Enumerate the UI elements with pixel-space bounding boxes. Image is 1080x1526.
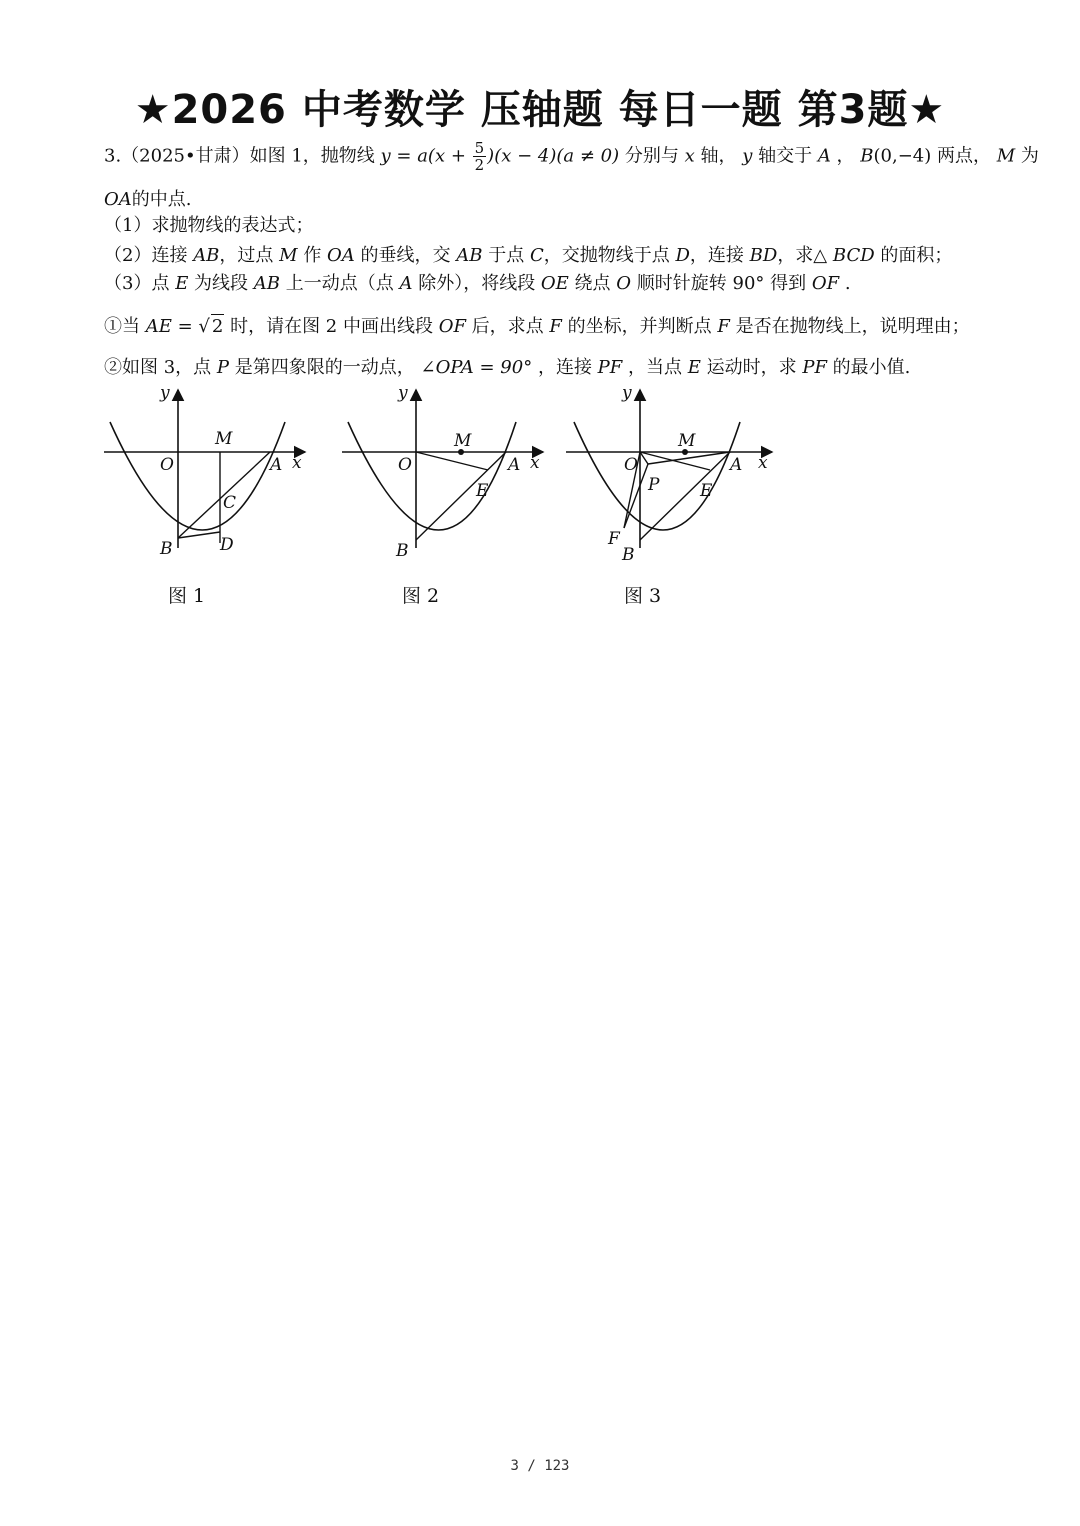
label-A: A: [508, 455, 521, 475]
label-y: y: [160, 383, 170, 403]
label-x: x: [292, 453, 302, 473]
caption-fig2: 图 2: [402, 585, 440, 607]
label-F: F: [608, 529, 620, 549]
label-E: E: [476, 481, 489, 501]
label-M: M: [454, 431, 472, 451]
label-x: x: [530, 453, 540, 473]
label-C: C: [223, 493, 237, 513]
label-P: P: [648, 475, 660, 495]
sqrt: 2: [211, 316, 224, 337]
label-D: D: [220, 535, 234, 555]
label-O: O: [160, 455, 174, 475]
label-x: x: [758, 453, 768, 473]
label-A: A: [730, 455, 743, 475]
label-E: E: [700, 481, 713, 501]
figure-3: [562, 380, 782, 614]
question-2: （2）连接 AB，过点 M 作 OA 的垂线，交 AB 于点 C，交抛物线于点 D，连接 BD，求△ BCD 的面积；: [104, 245, 953, 266]
label-M: M: [215, 429, 233, 449]
caption-fig1: 图 1: [168, 585, 206, 607]
label-y: y: [398, 383, 408, 403]
label-B: B: [396, 541, 409, 561]
problem-line-1: 3.（2025•甘肃）如图 1，抛物线 y = a(x + $\frac{5}{2}$ )(x − 4)(a ≠ 0) 分别与 x 轴， y 轴交于 A ， B(0,−4) 两点， M 为: [104, 139, 1039, 174]
problem-line-2: OA的中点.: [104, 189, 192, 210]
figure-1: [100, 380, 320, 614]
label-O: O: [624, 455, 638, 475]
question-1: （1）求抛物线的表达式；: [104, 215, 314, 236]
label-y: y: [622, 383, 632, 403]
label-A: A: [270, 455, 283, 475]
question-3-2: ②如图 3，点 P 是第四象限的一动点， ∠OPA = 90° ，连接 PF ，当点 E 运动时，求 PF 的最小值.: [104, 357, 911, 378]
label-B: B: [622, 545, 635, 565]
fraction: $\frac{5}{2}$: [474, 139, 485, 174]
page-title: ★2026 中考数学 压轴题 每日一题 第3题★: [134, 87, 946, 133]
label-B: B: [160, 539, 173, 559]
question-3: （3）点 E 为线段 AB 上一动点（点 A 除外），将线段 OE 绕点 O 顺时针旋转 90° 得到 OF .: [104, 273, 851, 294]
label-M: M: [678, 431, 696, 451]
caption-fig3: 图 3: [624, 585, 662, 607]
label-O: O: [398, 455, 412, 475]
page-number: 3 / 123: [510, 1458, 570, 1474]
question-3-1: ①当 AE = √ 2 时，请在图 2 中画出线段 OF 后，求点 F 的坐标，并判断点 F 是否在抛物线上，说明理由；: [104, 316, 970, 337]
figure-2: [338, 380, 558, 614]
